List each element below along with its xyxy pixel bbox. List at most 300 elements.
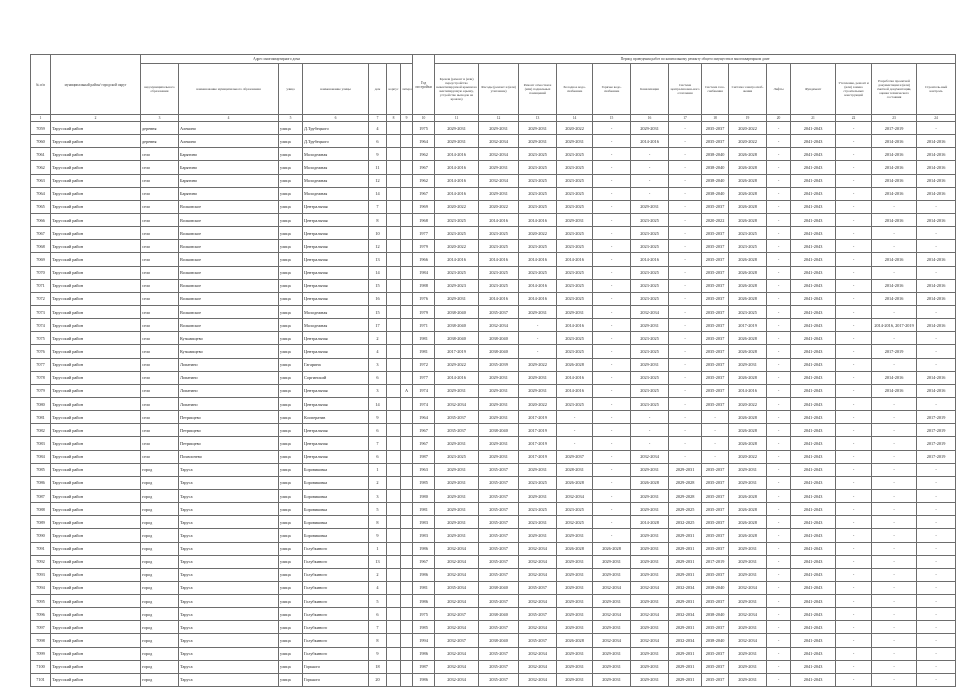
table-cell: 1969 — [413, 200, 435, 213]
table-cell: - — [767, 122, 791, 135]
table-cell: 7070 — [31, 266, 51, 279]
table-cell: 2029-2031 — [557, 568, 593, 581]
table-cell: Тарусский район — [51, 253, 141, 266]
table-cell: - — [767, 161, 791, 174]
table-cell — [401, 371, 413, 384]
table-cell: город — [141, 647, 179, 660]
table-cell: - — [593, 371, 631, 384]
table-cell: 1981 — [413, 581, 435, 594]
table-cell: Д.Трубецкого — [303, 122, 369, 135]
table-cell: 2029-2022 — [435, 358, 479, 371]
table-cell — [401, 516, 413, 529]
table-cell: - — [872, 424, 917, 437]
table-cell: село — [141, 213, 179, 226]
table-cell: 3 — [369, 384, 387, 397]
table-cell: село — [141, 279, 179, 292]
table-cell — [401, 292, 413, 305]
table-cell — [387, 621, 401, 634]
table-cell: 2026-2028 — [729, 345, 767, 358]
table-cell: 2029-2025 — [669, 503, 702, 516]
table-cell: 2032-2034 — [479, 135, 519, 148]
table-cell: 2023-2025 — [557, 503, 593, 516]
table-cell: 2032-2034 — [519, 647, 557, 660]
col-header: улица — [279, 64, 303, 115]
table-cell: 11 — [369, 161, 387, 174]
table-cell: 7077 — [31, 358, 51, 371]
table-cell: 2035-2037 — [702, 516, 729, 529]
col-header: литера — [401, 64, 413, 115]
table-cell: улица — [279, 253, 303, 266]
table-cell: 2038-2040 — [702, 634, 729, 647]
table-cell: 2023-2025 — [435, 450, 479, 463]
table-cell: 9 — [369, 411, 387, 424]
table-cell: - — [917, 227, 956, 240]
table-cell: 1966 — [413, 253, 435, 266]
table-cell: 2041-2043 — [791, 503, 836, 516]
table-cell — [387, 595, 401, 608]
table-cell: 1971 — [413, 319, 435, 332]
table-cell: улица — [279, 489, 303, 502]
table-cell: - — [593, 397, 631, 410]
table-cell: 7 — [369, 200, 387, 213]
table-cell: Лопатино — [179, 358, 279, 371]
table-cell: 2029-2031 — [479, 437, 519, 450]
table-row — [31, 673, 956, 686]
table-cell: - — [593, 187, 631, 200]
table-cell: - — [593, 476, 631, 489]
table-cell — [387, 305, 401, 318]
table-cell: 2035-2037 — [479, 463, 519, 476]
table-cell: Центральная — [303, 279, 369, 292]
table-cell: 2026-2028 — [557, 476, 593, 489]
table-cell: - — [669, 187, 702, 200]
table-cell — [401, 581, 413, 594]
table-cell: Волковское — [179, 253, 279, 266]
table-cell — [401, 319, 413, 332]
table-cell: 2032-2034 — [435, 621, 479, 634]
table-cell: село — [141, 397, 179, 410]
table-cell — [401, 345, 413, 358]
table-cell: 2038-2040 — [702, 187, 729, 200]
table-row — [31, 463, 956, 476]
table-cell: 2023-2025 — [479, 266, 519, 279]
col-number: 19 — [729, 115, 767, 122]
table-cell: улица — [279, 174, 303, 187]
table-cell: 2029-2031 — [557, 135, 593, 148]
table-cell: Голубкиного — [303, 621, 369, 634]
table-cell: 7061 — [31, 148, 51, 161]
table-cell: 1986 — [413, 647, 435, 660]
table-cell: - — [767, 358, 791, 371]
table-cell: 2014-2016 — [872, 148, 917, 161]
table-cell: 2014-2016 — [729, 384, 767, 397]
table-cell: 2026-2028 — [729, 489, 767, 502]
table-cell: - — [917, 542, 956, 555]
table-cell: 2041-2043 — [791, 135, 836, 148]
table-cell: - — [593, 411, 631, 424]
table-row — [31, 279, 956, 292]
table-cell: 7076 — [31, 345, 51, 358]
table-cell: деревня — [141, 122, 179, 135]
table-cell: 2014-2016 — [631, 253, 669, 266]
table-cell: 2035-2037 — [479, 568, 519, 581]
table-cell: 2029-2031 — [729, 476, 767, 489]
table-cell: - — [767, 148, 791, 161]
table-cell: 2035-2037 — [479, 516, 519, 529]
table-cell: город — [141, 673, 179, 686]
table-cell: улица — [279, 411, 303, 424]
table-cell: 7064 — [31, 187, 51, 200]
table-cell: Тарусский район — [51, 529, 141, 542]
table-cell — [401, 305, 413, 318]
table-cell: 2023-2025 — [729, 305, 767, 318]
table-cell: 2023-2025 — [631, 213, 669, 226]
table-cell: 2023-2025 — [631, 345, 669, 358]
table-cell: 7099 — [31, 647, 51, 660]
table-cell: - — [917, 476, 956, 489]
table-cell: - — [917, 240, 956, 253]
table-cell: город — [141, 634, 179, 647]
table-cell: - — [872, 305, 917, 318]
table-cell: Волковское — [179, 305, 279, 318]
table-cell: 2029-2031 — [557, 581, 593, 594]
table-cell: 2023-2025 — [557, 200, 593, 213]
table-cell: 2035-2037 — [702, 305, 729, 318]
table-cell: 2035-2037 — [702, 673, 729, 686]
table-cell: 2014-2016 — [917, 319, 956, 332]
table-cell: село — [141, 345, 179, 358]
table-cell: Таруса — [179, 581, 279, 594]
table-cell: Тарусский район — [51, 608, 141, 621]
table-cell: 7084 — [31, 450, 51, 463]
table-cell: 7089 — [31, 516, 51, 529]
table-cell: - — [917, 397, 956, 410]
table-cell: - — [631, 437, 669, 450]
table-row — [31, 384, 956, 397]
table-cell: - — [593, 266, 631, 279]
table-cell: Молодежная — [303, 305, 369, 318]
table-cell: 2029-2028 — [669, 489, 702, 502]
table-cell: 2041-2043 — [791, 608, 836, 621]
table-cell: Таруса — [179, 660, 279, 673]
table-cell: - — [767, 135, 791, 148]
table-cell: 13 — [369, 253, 387, 266]
table-cell: 2029-2031 — [435, 463, 479, 476]
table-cell: Лопатино — [179, 371, 279, 384]
table-cell: улица — [279, 397, 303, 410]
table-cell: Центральная — [303, 450, 369, 463]
table-cell: 2032-2034 — [669, 634, 702, 647]
table-cell: 1981 — [413, 332, 435, 345]
table-cell: - — [669, 174, 702, 187]
table-cell: Горького — [303, 660, 369, 673]
table-cell: Таруса — [179, 647, 279, 660]
table-cell: 2029-2031 — [435, 122, 479, 135]
table-cell: 2029-2031 — [557, 529, 593, 542]
table-cell: 2035-2037 — [479, 595, 519, 608]
table-cell: 2041-2043 — [791, 397, 836, 410]
table-cell: 2041-2043 — [791, 371, 836, 384]
table-cell: 2038-2040 — [702, 161, 729, 174]
table-cell: Боровиковка — [303, 489, 369, 502]
table-cell: 2029-2028 — [669, 476, 702, 489]
table-cell: 2029-2031 — [631, 647, 669, 660]
table-cell: улица — [279, 555, 303, 568]
table-cell: 2032-2037 — [435, 634, 479, 647]
table-cell: Тарусский район — [51, 450, 141, 463]
table-cell: Таруса — [179, 516, 279, 529]
table-cell: 2035-2037 — [702, 397, 729, 410]
table-cell: 2026-2028 — [729, 161, 767, 174]
table-cell: 2014-2016 — [917, 253, 956, 266]
table-cell: город — [141, 529, 179, 542]
table-cell: 2023-2025 — [479, 227, 519, 240]
table-cell: 2023-2025 — [631, 266, 669, 279]
table-cell: 1981 — [413, 503, 435, 516]
table-cell: 2023-2025 — [519, 187, 557, 200]
table-cell: - — [767, 516, 791, 529]
table-cell: 2035-2037 — [519, 634, 557, 647]
table-cell: - — [836, 305, 872, 318]
table-cell: 7083 — [31, 437, 51, 450]
table-cell — [401, 161, 413, 174]
table-cell: 2032-2034 — [435, 673, 479, 686]
table-cell: - — [872, 463, 917, 476]
table-cell: - — [767, 647, 791, 660]
table-cell: 2035-2037 — [702, 568, 729, 581]
table-cell: 1987 — [413, 660, 435, 673]
table-cell: - — [836, 174, 872, 187]
table-cell: Волковское — [179, 213, 279, 226]
table-cell: 1981 — [413, 345, 435, 358]
table-cell: 2029-2031 — [729, 568, 767, 581]
table-cell: город — [141, 581, 179, 594]
table-cell: Тарусский район — [51, 305, 141, 318]
table-cell: - — [702, 437, 729, 450]
table-cell: улица — [279, 292, 303, 305]
table-cell: 7092 — [31, 555, 51, 568]
table-cell: 2026-2028 — [557, 542, 593, 555]
table-cell: Тарусский район — [51, 542, 141, 555]
table-cell: 1975 — [413, 608, 435, 621]
table-cell: 2017-2019 — [917, 437, 956, 450]
table-cell: Лопатино — [179, 397, 279, 410]
table-cell: 2029-2031 — [557, 555, 593, 568]
table-cell: Центральная — [303, 227, 369, 240]
table-cell: 2023-2025 — [479, 240, 519, 253]
table-cell: село — [141, 266, 179, 279]
table-cell: 1984 — [413, 266, 435, 279]
table-cell: Тарусский район — [51, 292, 141, 305]
table-cell: 1979 — [413, 240, 435, 253]
table-cell: 2035-2037 — [702, 529, 729, 542]
table-cell: 2017-2019 — [872, 122, 917, 135]
table-row — [31, 227, 956, 240]
table-cell: - — [669, 345, 702, 358]
table-row — [31, 424, 956, 437]
table-cell: Тарусский район — [51, 621, 141, 634]
table-cell: Барятино — [179, 161, 279, 174]
table-cell: 2020-2022 — [479, 200, 519, 213]
table-row — [31, 266, 956, 279]
table-cell: 2035-2037 — [479, 476, 519, 489]
table-cell: 2026-2028 — [729, 516, 767, 529]
table-cell — [401, 489, 413, 502]
table-cell: 2041-2043 — [791, 187, 836, 200]
table-cell: - — [767, 240, 791, 253]
table-cell: улица — [279, 542, 303, 555]
table-cell: 2038-2040 — [435, 332, 479, 345]
table-cell: 2029-2031 — [729, 660, 767, 673]
table-cell: 2023-2025 — [519, 240, 557, 253]
table-cell: 2014-2016 — [872, 253, 917, 266]
table-cell — [401, 227, 413, 240]
table-cell — [387, 332, 401, 345]
table-cell: Тарусский район — [51, 122, 141, 135]
table-cell: 2032-2034 — [631, 608, 669, 621]
table-cell: 2029-2031 — [729, 621, 767, 634]
table-cell: - — [767, 174, 791, 187]
table-cell: - — [872, 411, 917, 424]
table-cell: 2014-2016 — [435, 161, 479, 174]
col-number: 8 — [387, 115, 401, 122]
table-cell: 2029-2031 — [557, 647, 593, 660]
table-row — [31, 450, 956, 463]
col-header: Система электроснаб-жения — [729, 64, 767, 115]
table-cell: - — [917, 516, 956, 529]
table-cell: 2023-2025 — [557, 332, 593, 345]
table-cell: - — [872, 397, 917, 410]
table-cell — [401, 476, 413, 489]
table-cell: 2014-2016 — [557, 384, 593, 397]
table-cell: 2023-2025 — [631, 397, 669, 410]
table-cell: 2035-2037 — [702, 595, 729, 608]
table-cell: 7078 — [31, 371, 51, 384]
table-cell: - — [669, 240, 702, 253]
table-cell: 6 — [369, 371, 387, 384]
table-cell: город — [141, 621, 179, 634]
table-cell — [401, 503, 413, 516]
table-cell: 2029-2031 — [557, 305, 593, 318]
table-cell — [401, 595, 413, 608]
table-cell: 2029-2031 — [631, 358, 669, 371]
table-cell: - — [669, 319, 702, 332]
table-cell: 6 — [369, 135, 387, 148]
col-number: 1 — [31, 115, 51, 122]
table-cell: село — [141, 319, 179, 332]
table-cell: 2035-2037 — [702, 647, 729, 660]
table-cell: 2032-2034 — [479, 319, 519, 332]
table-cell: 2023-2025 — [519, 200, 557, 213]
table-row — [31, 148, 956, 161]
table-cell: Таруса — [179, 634, 279, 647]
table-row — [31, 253, 956, 266]
table-cell — [387, 581, 401, 594]
table-cell: - — [872, 673, 917, 686]
table-cell: - — [593, 450, 631, 463]
table-cell: 3 — [369, 358, 387, 371]
table-cell: 2023-2025 — [631, 279, 669, 292]
table-cell: 2041-2043 — [791, 411, 836, 424]
table-cell: Таруса — [179, 568, 279, 581]
table-cell: 1986 — [413, 542, 435, 555]
table-cell: - — [593, 332, 631, 345]
table-cell: улица — [279, 161, 303, 174]
table-cell: 2041-2043 — [791, 384, 836, 397]
table-cell: 2041-2043 — [791, 595, 836, 608]
table-cell: 2035-2037 — [479, 489, 519, 502]
table-cell: улица — [279, 424, 303, 437]
table-cell: 2029-2031 — [519, 463, 557, 476]
table-cell: 2041-2043 — [791, 660, 836, 673]
table-cell: село — [141, 148, 179, 161]
table-cell: - — [767, 411, 791, 424]
table-cell: 2029-2031 — [479, 384, 519, 397]
table-cell: 7074 — [31, 319, 51, 332]
table-row — [31, 397, 956, 410]
table-row — [31, 634, 956, 647]
table-cell: 2041-2043 — [791, 647, 836, 660]
table-cell: 1962 — [413, 174, 435, 187]
table-cell: - — [593, 384, 631, 397]
table-cell: село — [141, 411, 179, 424]
table-cell: 9 — [369, 647, 387, 660]
table-cell: 1967 — [413, 437, 435, 450]
table-cell: 2035-2037 — [479, 555, 519, 568]
table-cell: 2029-2031 — [519, 384, 557, 397]
table-cell: 1985 — [413, 621, 435, 634]
table-cell: 2017-2019 — [519, 411, 557, 424]
table-cell: - — [836, 397, 872, 410]
table-cell: село — [141, 253, 179, 266]
table-cell: - — [767, 595, 791, 608]
table-cell: 2029-2031 — [593, 647, 631, 660]
repair-schedule-table — [30, 54, 956, 687]
table-cell — [401, 213, 413, 226]
table-cell: 2029-2031 — [631, 542, 669, 555]
table-cell: Тарусский район — [51, 503, 141, 516]
table-cell: Тарусский район — [51, 489, 141, 502]
table-cell: - — [836, 529, 872, 542]
table-cell: - — [917, 503, 956, 516]
table-cell — [401, 200, 413, 213]
table-cell: Тарусский район — [51, 332, 141, 345]
table-cell: 2032-2034 — [519, 595, 557, 608]
table-cell: 2029-2031 — [729, 673, 767, 686]
table-cell — [387, 463, 401, 476]
table-cell: - — [836, 345, 872, 358]
table-cell: - — [669, 279, 702, 292]
table-cell: 2014-2016 — [872, 371, 917, 384]
table-cell: 2041-2043 — [791, 345, 836, 358]
table-cell: 2035-2037 — [435, 411, 479, 424]
table-cell: 2023-2025 — [631, 384, 669, 397]
table-cell: 2023-2025 — [479, 279, 519, 292]
table-cell: - — [593, 305, 631, 318]
table-cell: 1974 — [413, 397, 435, 410]
table-cell: 7086 — [31, 476, 51, 489]
table-row — [31, 240, 956, 253]
table-cell: село — [141, 450, 179, 463]
table-cell: 2029-2031 — [479, 122, 519, 135]
table-row — [31, 555, 956, 568]
table-cell: - — [872, 634, 917, 647]
table-cell — [401, 555, 413, 568]
table-cell: Голубкиного — [303, 647, 369, 660]
table-cell — [401, 634, 413, 647]
table-cell: - — [593, 213, 631, 226]
col-number: 5 — [279, 115, 303, 122]
